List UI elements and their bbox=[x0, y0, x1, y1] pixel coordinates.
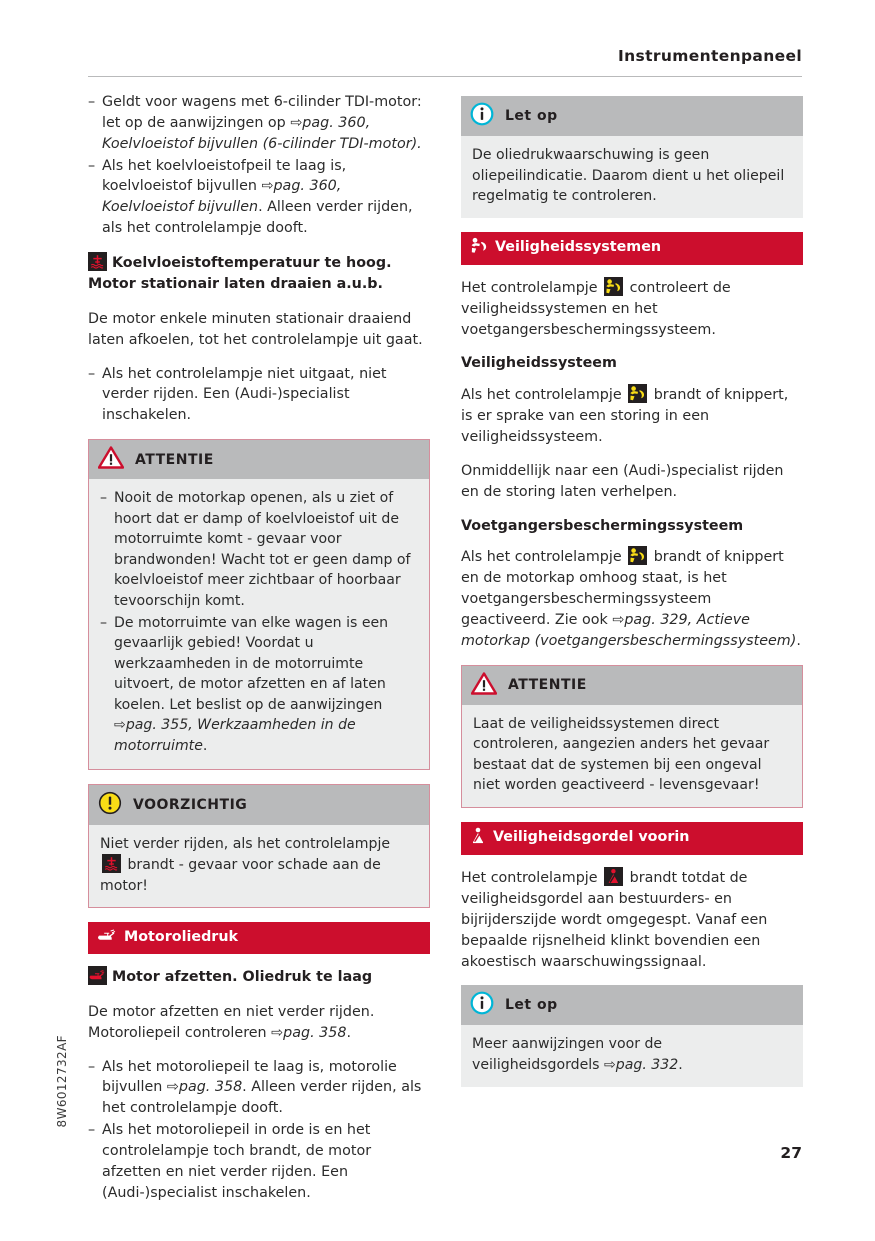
coolant-action-list bbox=[88, 364, 430, 427]
box-title-text: ATTENTIE bbox=[508, 677, 587, 694]
oil-pressure-warning-heading bbox=[88, 966, 430, 988]
box-body bbox=[89, 479, 429, 768]
bullet-tail: . bbox=[202, 737, 208, 754]
box-body bbox=[461, 1025, 803, 1086]
reference-arrow-icon: ⇨ bbox=[290, 114, 303, 131]
attentie-text: Laat de veiligheidssystemen direct controleren, aangezien anders het gevaar bestaat dat de systemen bij een ongeval niet worden geactiveerd - levensgevaar! bbox=[473, 715, 770, 794]
attentie-box-coolant bbox=[88, 439, 430, 769]
text-pre: Het controlelampje bbox=[461, 870, 603, 887]
box-title-bar bbox=[462, 666, 802, 705]
dash-marker: – bbox=[88, 365, 96, 382]
safety-sub2-paragraph bbox=[461, 546, 803, 651]
airbag-lamp-icon bbox=[628, 384, 647, 403]
oil-pressure-lamp-icon bbox=[88, 966, 107, 985]
info-circle-icon bbox=[470, 991, 494, 1019]
box-title-bar bbox=[89, 440, 429, 479]
box-title-text: VOORZICHTIG bbox=[133, 796, 248, 813]
box-title-bar bbox=[89, 785, 429, 825]
bullet-tail: . Alleen verder rijden, als het controlelampje dooft. bbox=[102, 199, 413, 237]
text-pre: Als het controlelampje bbox=[461, 549, 627, 566]
list-item bbox=[88, 364, 430, 427]
airbag-person-icon bbox=[470, 237, 488, 259]
note-box-seatbelt bbox=[461, 985, 803, 1086]
warning-triangle-icon bbox=[98, 446, 124, 473]
subheading-veiligheidssysteem: Veiligheidssysteem bbox=[461, 355, 617, 372]
bullet-text: De motorruimte van elke wagen is een gevaarlijk gebied! Voordat u werkzaamheden in de motorruimte uitvoert, de motor afzetten en af laten koelen. Let beslist op de aanwijzingen bbox=[114, 614, 389, 713]
header-divider bbox=[88, 76, 802, 77]
section-title: Motoroliedruk bbox=[124, 929, 239, 946]
cross-reference: pag. 358 bbox=[283, 1024, 347, 1041]
box-body bbox=[89, 825, 429, 908]
text-tail: . bbox=[346, 1024, 351, 1041]
oil-pressure-warning-text: Motor afzetten. Oliedruk te laag bbox=[111, 969, 373, 986]
coolant-temp-warning-heading bbox=[88, 252, 430, 296]
warning-triangle-icon bbox=[471, 672, 497, 699]
reference-arrow-icon: ⇨ bbox=[271, 1024, 284, 1041]
box-body bbox=[461, 136, 803, 218]
box-body bbox=[462, 705, 802, 807]
belt-paragraph bbox=[461, 867, 803, 972]
bullet-text: Als het motoroliepeil te laag is, motorolie bijvullen bbox=[102, 1058, 397, 1096]
attentie-box-safety bbox=[461, 665, 803, 808]
coolant-temperature-lamp-icon bbox=[102, 854, 121, 873]
section-title: Veiligheidssystemen bbox=[495, 239, 662, 256]
note-box-oil-pressure bbox=[461, 96, 803, 218]
seatbelt-person-icon bbox=[470, 827, 486, 849]
list-item bbox=[88, 1057, 430, 1120]
text-mid: brandt of knippert en de motorkap omhoog staat, is het voetgangersbeschermingssysteem geactiveerd. Zie ook bbox=[461, 549, 784, 629]
airbag-lamp-icon bbox=[604, 277, 623, 296]
cross-reference: pag. 355, Werkzaamheden in de motorruimte bbox=[114, 717, 356, 754]
list-item bbox=[88, 1120, 430, 1203]
coolant-bullet-list bbox=[88, 92, 430, 239]
bullet-text: Geldt voor wagens met 6-cilinder TDI-motor: let op de aanwijzingen op bbox=[102, 94, 422, 131]
section-title: Veiligheidsgordel voorin bbox=[493, 829, 690, 846]
section-bar-motoroliedruk bbox=[88, 922, 430, 954]
bullet-text: Als het motoroliepeil in orde is en het controlelampje toch brandt, de motor afzetten en niet verder rijden. Een (Audi-)specialist inschakelen. bbox=[102, 1122, 372, 1201]
page-number: 27 bbox=[780, 1144, 802, 1162]
reference-arrow-icon: ⇨ bbox=[114, 717, 126, 734]
cross-reference: pag. 360, Koelvloeistof bijvullen (6-cilinder TDI-motor). bbox=[102, 114, 422, 152]
text-pre: De motor afzetten en niet verder rijden. Motoroliepeil controleren bbox=[88, 1003, 375, 1041]
text-post: brandt of knippert, is er sprake van een storing in een veiligheidssysteem. bbox=[461, 387, 789, 445]
text-post: controleert de veiligheidssystemen en het voetgangersbeschermingssysteem. bbox=[461, 279, 731, 338]
section-bar-veiligheidssystemen bbox=[461, 232, 803, 265]
text-post: brandt - gevaar voor schade aan de motor! bbox=[100, 857, 381, 894]
reference-arrow-icon: ⇨ bbox=[612, 612, 625, 629]
text-pre: Het controlelampje bbox=[461, 279, 603, 296]
coolant-temperature-lamp-icon bbox=[88, 252, 107, 271]
box-title-text: Let op bbox=[505, 997, 558, 1014]
text-pre: Meer aanwijzingen voor de veiligheidsgordels bbox=[472, 1036, 663, 1073]
note-text: De oliedrukwaarschuwing is geen oliepeilindicatie. Daarom dient u het oliepeil regelmatig te controleren. bbox=[472, 147, 785, 205]
voorzichtig-box bbox=[88, 784, 430, 909]
reference-arrow-icon: ⇨ bbox=[166, 1079, 179, 1096]
safety-sub1-paragraph-2: Onmiddellijk naar een (Audi-)specialist rijden en de storing laten verhelpen. bbox=[461, 462, 784, 500]
dash-marker: – bbox=[88, 94, 96, 110]
safety-sub1-paragraph bbox=[461, 384, 803, 448]
bullet-text: Nooit de motorkap openen, als u ziet of hoort dat er damp of koelvloeistof uit de motorruimte komt - gevaar voor brandwonden! Wacht tot er geen damp of koelvloeistof meer zichtbaar of hoorbaar tevoorschijn komt. bbox=[114, 490, 411, 609]
cross-reference: pag. 360, Koelvloeistof bijvullen bbox=[102, 178, 342, 216]
box-title-text: ATTENTIE bbox=[135, 451, 214, 468]
info-circle-icon bbox=[470, 102, 494, 130]
spine-part-number: 8W6012732AF bbox=[55, 1035, 69, 1128]
oil-action-list bbox=[88, 1057, 430, 1204]
reference-arrow-icon: ⇨ bbox=[603, 1057, 616, 1073]
list-item bbox=[100, 488, 417, 611]
dash-marker: – bbox=[88, 157, 96, 174]
oil-paragraph bbox=[88, 1002, 430, 1044]
text-post: brandt totdat de veiligheidsgordel aan bestuurders- en bijrijderszijde wordt omgegespt. Vanaf een bepaalde rijsnelheid klinkt bovendien een akoestisch waarschuwingssignaal. bbox=[461, 870, 768, 970]
cross-reference: pag. 329, Actieve motorkap (voetgangersbeschermingssysteem) bbox=[461, 612, 797, 649]
dash-marker: – bbox=[88, 1058, 96, 1075]
list-item bbox=[88, 92, 430, 155]
dash-marker: – bbox=[88, 1122, 96, 1139]
box-title-text: Let op bbox=[505, 108, 558, 124]
page-header bbox=[88, 46, 802, 65]
bullet-text: Als het koelvloeistofpeil te laag is, koelvloeistof bijvullen bbox=[102, 157, 347, 195]
box-title-bar bbox=[461, 985, 803, 1025]
attentie-bullet-list bbox=[100, 488, 417, 756]
oil-can-icon bbox=[97, 927, 117, 948]
reference-arrow-icon: ⇨ bbox=[261, 178, 274, 195]
section-bar-veiligheidsgordel bbox=[461, 822, 803, 855]
note-text bbox=[472, 1034, 791, 1075]
right-column bbox=[461, 92, 803, 1101]
list-item bbox=[88, 156, 430, 239]
bullet-text: Als het controlelampje niet uitgaat, niet verder rijden. Een (Audi-)specialist inschakelen. bbox=[102, 365, 387, 424]
voorzichtig-text bbox=[100, 834, 417, 897]
text-pre: Als het controlelampje bbox=[461, 387, 627, 404]
caution-exclamation-icon bbox=[98, 791, 122, 819]
coolant-temp-warning-text: Koelvloeistoftemperatuur te hoog. Motor stationair laten draaien a.u.b. bbox=[88, 255, 392, 293]
coolant-paragraph: De motor enkele minuten stationair draaiend laten afkoelen, tot het controlelampje uit gaat. bbox=[88, 310, 423, 348]
text-pre: Niet verder rijden, als het controlelampje bbox=[100, 835, 391, 852]
box-title-bar bbox=[461, 96, 803, 136]
cross-reference: pag. 358 bbox=[178, 1079, 243, 1096]
left-column bbox=[88, 92, 430, 1217]
cross-reference: pag. 332 bbox=[615, 1057, 679, 1073]
text-tail: . bbox=[678, 1057, 683, 1073]
bullet-tail: . Alleen verder rijden, als het controlelampje dooft. bbox=[102, 1079, 422, 1117]
safety-intro-paragraph bbox=[461, 277, 803, 341]
airbag-lamp-icon bbox=[628, 546, 647, 565]
page-title: Instrumentenpaneel bbox=[618, 47, 802, 65]
dash-marker: – bbox=[100, 490, 108, 507]
list-item bbox=[100, 613, 417, 757]
subheading-voetgangersbescherming: Voetgangersbeschermingssysteem bbox=[461, 517, 744, 534]
dash-marker: – bbox=[100, 614, 108, 631]
seatbelt-lamp-icon bbox=[604, 867, 623, 886]
text-tail: . bbox=[796, 632, 801, 649]
